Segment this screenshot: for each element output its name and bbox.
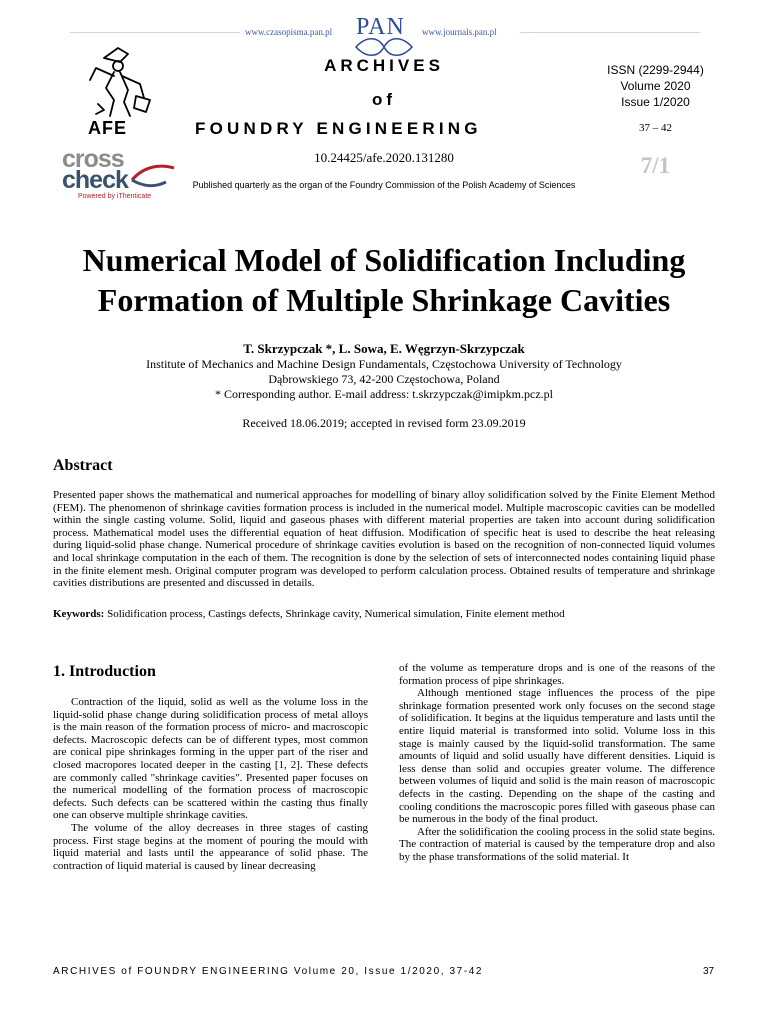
pan-wave-logo-icon [352, 36, 416, 58]
right-paragraph-2: After the solidification the cooling process in the solid state begins. The contraction of material is caused by the temperature drop and also by the phase transformations of the solid material. It [399, 825, 715, 863]
right-column [399, 662, 715, 864]
title-line-1: Numerical Model of Solidification Including [82, 242, 686, 278]
affiliation-address: Dąbrowskiego 73, 42-200 Częstochowa, Poland [268, 372, 500, 386]
url-czasopisma[interactable]: www.czasopisma.pan.pl [245, 27, 333, 37]
afe-logo-text: AFE [88, 118, 127, 138]
abstract-text: Presented paper shows the mathematical and numerical approaches for modelling of binary alloy solidification solved by the Finite Element Method (FEM). The phenomenon of shrinkage cavities formation process is included in the numerical model. Multiple macroscopic cavities can be modelled within the single casting volume. Solid, liquid and gaseous phases with different material properties are taken into account during solidification process. Mathematical model uses the differential equation of heat diffusion. Modification of specific heat is used to describe the heat releasing during liquid-solid phase change. Numerical procedure of shrinkage cavities evolution is based on the recognition of non-connected liquid volumes and local shrinkage computation in the each of them. The recognition is done by the selection of sets of interconnected nodes containing liquid phase in the finite element mesh. Original computer program was developed to perform calculation process. Obtained results of temperature and shrinkage cavities distributions are presented and discussed in details. [53, 489, 715, 590]
crosscheck-powered-by: Powered by iThenticate [78, 193, 152, 200]
article-number: 7/1 [640, 153, 671, 178]
journal-title-foundry: FOUNDRY ENGINEERING [195, 119, 482, 138]
crosscheck-logo-check: check [62, 166, 128, 194]
issn-block [598, 62, 713, 110]
right-paragraph-1: Although mentioned stage influences the process of the pipe shrinkage formation presented work only focuses on the second stage of solidification. It begins at the liquidus temperature and lasts until the entire liquid material is transformed into solid. Volume loss in this stage is mainly caused by the liquid-solid transformation. The same amounts of liquid and solid usually have different densities. Liquid is less dense than solid and occupies greater volume. The difference between volumes of liquid and solid is the main reason of macroscopic defects in the casting. Depending on the shape of the casting and cooling conditions the macroscopic pores filled with gaseous phase can be numerous in the body of the final product. [399, 687, 715, 826]
right-paragraph-0: of the volume as temperature drops and is one of the reasons of the formation process of pipe shrinkages. [399, 662, 715, 687]
afe-foundryman-logo-icon [84, 44, 154, 120]
left-paragraph-2: The volume of the alloy decreases in three stages of casting process. First stage begins at the moment of pouring the mould with liquid material and lasts until the appearance of solid phase. The contraction of liquid material is caused by linear decreasing [53, 821, 368, 872]
crosscheck-logo-cross: cross [62, 145, 124, 173]
crosscheck-logo-icon [130, 160, 176, 192]
introduction-heading: 1. Introduction [53, 663, 156, 680]
left-column [53, 696, 368, 872]
volume: Volume 2020 [620, 79, 691, 93]
footer-journal: ARCHIVES of FOUNDRY ENGINEERING Volume 20, Issue 1/2020, 37-42 [53, 966, 484, 977]
issue: Issue 1/2020 [621, 95, 690, 109]
journal-title-archives: ARCHIVES [324, 56, 444, 75]
url-journals[interactable]: www.journals.pan.pl [422, 27, 497, 37]
received-dates: Received 18.06.2019; accepted in revised form 23.09.2019 [242, 416, 526, 430]
doi[interactable]: 10.24425/afe.2020.131280 [314, 150, 454, 165]
title-line-2: Formation of Multiple Shrinkage Cavities [97, 282, 671, 318]
published-note: Published quarterly as the organ of the Foundry Commission of the Polish Academy of Sciences [192, 180, 576, 190]
authors: T. Skrzypczak *, L. Sowa, E. Węgrzyn-Skrzypczak [243, 341, 525, 356]
affiliation-institute: Institute of Mechanics and Machine Design Fundamentals, Częstochowa University of Technology [146, 357, 622, 371]
left-paragraph-1: Contraction of the liquid, solid as well as the volume loss in the liquid-solid phase change during solidification process of metal alloys is the main reason of the formation process of micro- and macroscopic defects. Macroscopic defects can be of different types, most common are conical pipe shrinkages forming in the upper part of the riser and closed macropores located deeper in the casting [1, 2]. These defects are commonly called "shrinkage cavities". Presented paper focuses on the numerical modelling of the formation process of macroscopic defects. Such defects can be scattered within the casting thus finally one can observe multiple shrinkage cavities. [53, 696, 368, 822]
header-rule-left [70, 32, 240, 33]
keywords-list: Solidification process, Castings defects, Shrinkage cavity, Numerical simulation, Finite element method [104, 608, 565, 620]
pan-logo-text: PAN [356, 14, 405, 40]
keywords-label: Keywords: [53, 608, 105, 620]
abstract-heading: Abstract [53, 457, 113, 474]
page-range: 37 – 42 [639, 122, 672, 134]
page-title [0, 240, 768, 320]
header-rule-right [520, 32, 700, 33]
keywords [53, 608, 715, 620]
page-number: 37 [703, 966, 715, 977]
journal-title-of: of [371, 90, 397, 109]
issn: ISSN (2299-2944) [607, 63, 704, 77]
corresponding-author: * Corresponding author. E-mail address: t.skrzypczak@imipkm.pcz.pl [215, 387, 553, 401]
